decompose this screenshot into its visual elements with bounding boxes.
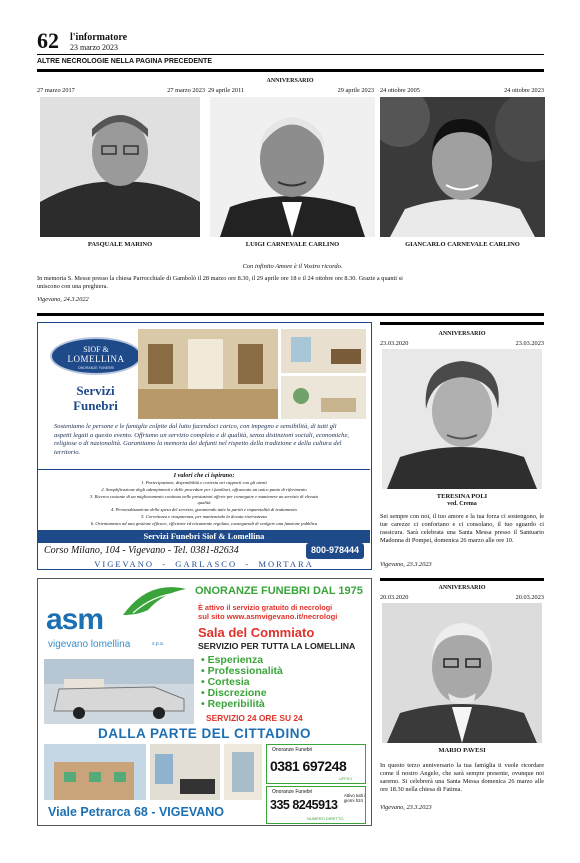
value-item: 2. Semplificazione degli adempimenti e delle procedure per i familiari, affrancato un unico punto di riferimento xyxy=(101,487,307,492)
asm-ad xyxy=(37,578,372,826)
logo-subtitle: ONORANZE FUNEBRI xyxy=(77,366,115,370)
free-service-line: È attivo il servizio gratuito di necrologi xyxy=(198,603,333,612)
obituary-body: Sei sempre con noi, il tuo amore e la tua forza ci sostengono, le tue carezze ci confortano e ci consolano, il tuo sguardo ci rassicura. Sarà celebrata una Santa Messa presso il Santuario Madonna di Pompei, domenica 26 marzo alle ore 10. xyxy=(380,513,544,544)
section-note: ALTRE NECROLOGIE NELLA PAGINA PRECEDENTE xyxy=(37,58,213,65)
values-title: I valori che ci ispirano: xyxy=(173,472,235,479)
ad-address: Corso Milano, 104 - Vigevano - Tel. 0381-82634 xyxy=(44,545,239,556)
servizio-lomellina: SERVIZIO PER TUTTA LA LOMELLINA xyxy=(198,641,356,651)
value-item: 3. Ricerca costante di un miglioramento continuo nelle prestazioni offerte per conseguire e mantenere un servizio di elevata qualità xyxy=(90,494,318,505)
phone-number: 335 8245913 xyxy=(270,798,338,812)
divider xyxy=(38,469,370,470)
logo-text: LOMELLINA xyxy=(67,354,125,364)
place-date: Vigevano, 24.3.2022 xyxy=(37,296,89,303)
phone-tag: UFFICI xyxy=(339,776,352,781)
service-24h: SERVIZIO 24 ORE SU 24 xyxy=(206,713,303,723)
date-start: 23.03.2020 xyxy=(380,340,409,347)
date-start: 29 aprile 2011 xyxy=(208,87,245,94)
phone-box-direct[interactable] xyxy=(266,786,366,824)
place-date: Vigevano, 23.3.2023 xyxy=(380,804,432,811)
person-name: GIANCARLO CARNEVALE CARLINO xyxy=(405,241,520,248)
siof-logo xyxy=(50,337,142,375)
bullet-text: Discrezione xyxy=(207,687,267,699)
ad-title: Funebri xyxy=(73,398,118,413)
bullet-item: • Esperienza xyxy=(201,654,264,666)
date-end: 23.03.2023 xyxy=(515,340,544,347)
issue-date: 23 marzo 2023 xyxy=(70,43,118,52)
bullet-text: Professionalità xyxy=(207,665,283,677)
towns: VIGEVANO - GARLASCO - MORTARA xyxy=(94,559,314,569)
portrait-photo xyxy=(382,349,542,489)
interior-photo xyxy=(224,744,262,800)
bullet-text: Reperibilità xyxy=(207,698,265,710)
green-number: 800-978444 xyxy=(310,545,360,555)
bullet-text: Esperienza xyxy=(207,654,264,666)
epigraph: Con infinito Amore è il Vostro ricordo. xyxy=(242,263,343,270)
phone-tag: NUMERO DIRETTO xyxy=(307,816,344,821)
bullet-item: • Cortesia xyxy=(201,676,250,688)
header-rule xyxy=(37,54,544,55)
page-number: 62 xyxy=(37,28,59,53)
obituary-body: In questo terzo anniversario la tua famiglia ti vuole ricordare come il nostro Angelo, che sarà sempre presente, ovunque noi saremo. Si celebrerà una Santa Messa domenica 26 marzo alle ore 18.30 nella chiesa di Fatima. xyxy=(380,762,544,793)
ad-title: Servizi xyxy=(76,383,115,398)
column-rule xyxy=(380,322,544,325)
phone-availability: Attivo tutti i giorni h24 xyxy=(344,793,366,804)
portrait-photo xyxy=(380,97,545,237)
green-number-badge[interactable] xyxy=(306,537,364,559)
green-number-label: Numero Verde xyxy=(322,537,348,542)
tagline: Sosteniamo le persone e le famiglie colpite dal lutto facendoci carico, con impegno e sensibilità, di tutti gli aspetti legati a questo evento. Offriamo un servizio completo e di qualità, senza distinzioni sociali, economiche, religiose o di nazionalità. Garantiamo la memoria dei defunti nel rispetto della tradizione e della cultura del territorio. xyxy=(54,423,350,457)
value-item: 1. Partecipazione, disponibilità e cortesia nei rapporti con gli utenti xyxy=(141,480,267,485)
date-start: 20.03.2020 xyxy=(380,594,409,601)
interior-photo xyxy=(150,744,220,800)
bullet-item: • Discrezione xyxy=(201,687,267,699)
portrait-photo xyxy=(40,97,200,237)
asm-logo-subtitle: vigevano lomellina xyxy=(48,639,131,650)
date-end: 29 aprile 2023 xyxy=(337,87,374,94)
brand-name: l'informatore xyxy=(70,32,128,43)
bullet-item: • Professionalità xyxy=(201,665,283,677)
obituary-body: In memoria S. Messe presso la chiesa Parrocchiale di Gambolò il 28 marzo ore 8.30, il 29 aprile ore 18 e il 24 ottobre ore 8.30. Grazie a quanti si uniscono con una preghiera. xyxy=(37,275,403,290)
person-name: MARIO PAVESI xyxy=(438,747,486,754)
building-photo xyxy=(44,744,146,800)
anniversary-label: ANNIVERSARIO xyxy=(266,78,314,84)
phone-box-office[interactable] xyxy=(266,744,366,784)
interior-photo xyxy=(281,329,366,373)
person-subname: ved. Crema xyxy=(447,501,477,507)
date-end: 24 ottobre 2023 xyxy=(504,87,544,94)
dalla-parte-banner: DALLA PARTE DEL CITTADINO xyxy=(98,726,311,741)
bullet-item: • Reperibilità xyxy=(201,698,265,710)
bullet-text: Cortesia xyxy=(207,676,250,688)
person-name: TERESINA POLI xyxy=(436,493,488,500)
asm-logo-spa: s.p.a. xyxy=(152,641,165,647)
logo-text: SIOF & xyxy=(83,345,109,354)
anniversary-label: ANNIVERSARIO xyxy=(438,331,486,337)
value-item: 4. Personalizzazione della spesa del servizio, garantendo tutte la parità e imparzialità di trattamento xyxy=(111,507,297,512)
section-rule xyxy=(37,69,544,72)
siof-ad xyxy=(37,322,372,570)
date-end: 20.03.2023 xyxy=(515,594,544,601)
asm-logo: asm xyxy=(46,603,104,636)
interior-photo xyxy=(281,376,366,419)
value-item: 5. Correttezza e trasparenza, per mantenendo la dovuta riservatezza xyxy=(141,514,267,519)
portrait-photo xyxy=(210,97,375,237)
interior-photo xyxy=(138,329,278,419)
ad-bar-title: Servizi Funebri Siof & Lomellina xyxy=(38,530,370,543)
portrait-photo xyxy=(382,603,542,743)
free-service-url[interactable]: sul sito www.asmvigevano.it/necrologi xyxy=(198,612,338,621)
date-end: 27 marzo 2023 xyxy=(167,87,205,94)
column-rule xyxy=(380,578,544,581)
onoranze-heading: ONORANZE FUNEBRI DAL 1975 xyxy=(195,585,363,597)
place-date: Vigevano, 23.3.2023 xyxy=(380,561,432,568)
phone-label: Onoranze Funebri xyxy=(272,747,313,753)
asm-address: Viale Petrarca 68 - VIGEVANO xyxy=(48,805,225,819)
person-name: LUIGI CARNEVALE CARLINO xyxy=(245,241,340,248)
phone-label: Onoranze Funebri xyxy=(272,789,313,795)
section-rule xyxy=(37,313,544,316)
date-start: 27 marzo 2017 xyxy=(37,87,75,94)
anniversary-label: ANNIVERSARIO xyxy=(438,585,486,591)
person-name: PASQUALE MARINO xyxy=(87,241,153,248)
hearse-photo xyxy=(44,659,194,724)
date-start: 24 ottobre 2005 xyxy=(380,87,420,94)
leaf-icon xyxy=(118,585,188,619)
phone-number: 0381 697248 xyxy=(270,758,347,774)
value-item: 6. Orientamento ad una gestione efficace, efficiente ed eticamente regolata, conseguendi di svolgere una funzione pubblica xyxy=(90,521,318,526)
sala-heading: Sala del Commiato xyxy=(198,625,315,640)
